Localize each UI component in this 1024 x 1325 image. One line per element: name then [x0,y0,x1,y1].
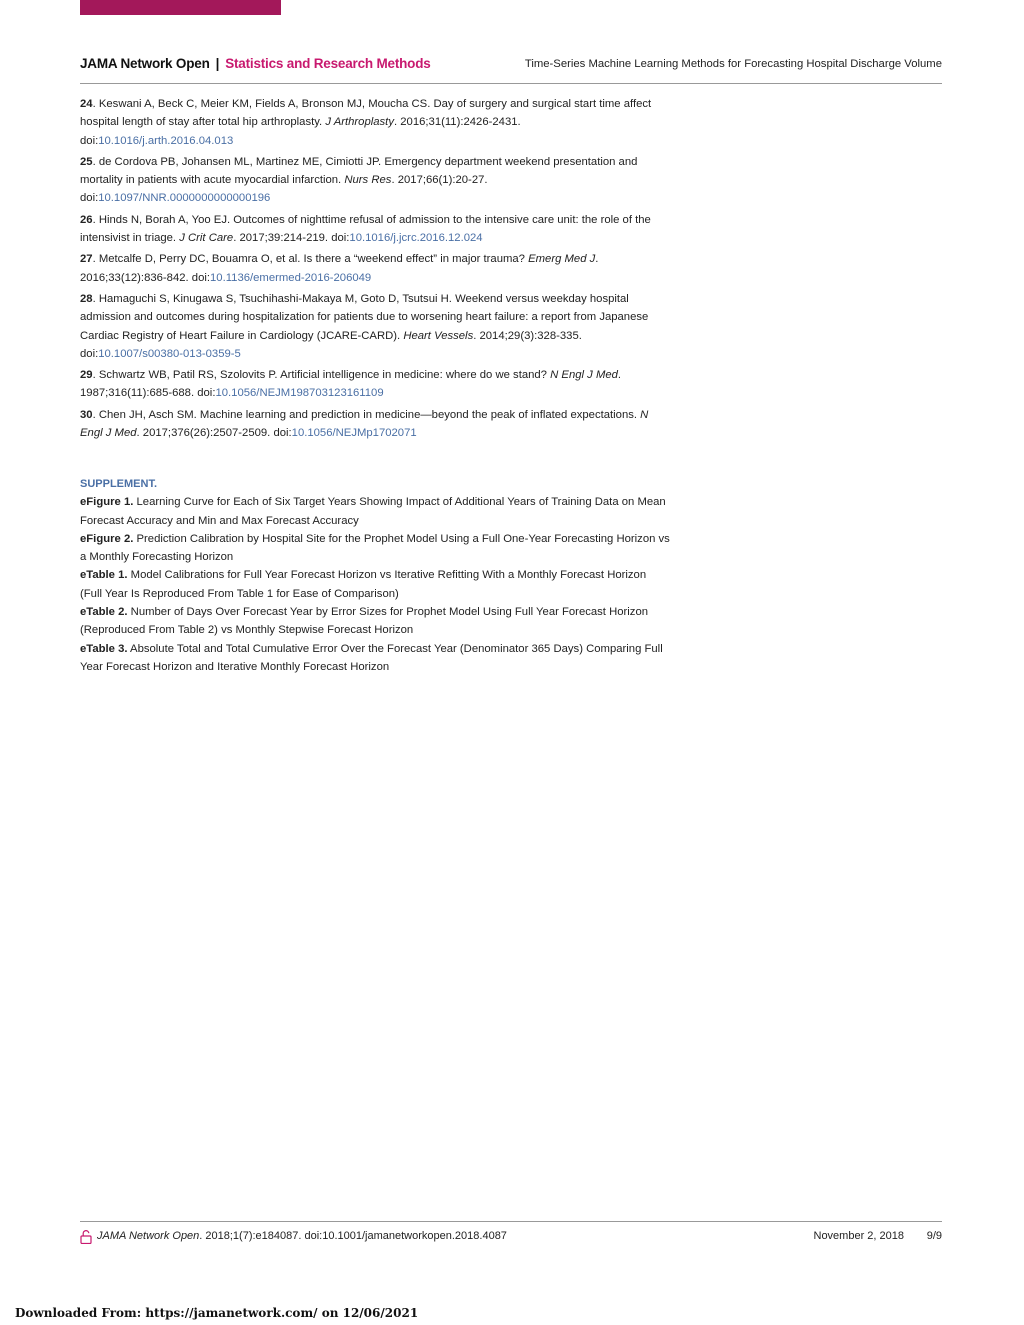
journal-header [80,56,431,71]
footer-journal: JAMA Network Open [97,1230,200,1242]
reference-text: . Schwartz WB, Patil RS, Szolovits P. Artificial intelligence in medicine: where do we stand? [92,369,551,382]
supplement-section [80,475,670,676]
page-number: 9/9 [926,1230,942,1242]
header-divider [80,83,942,84]
reference-number: 27 [80,253,93,266]
reference-journal: Nurs Res [344,174,392,187]
journal-name: JAMA Network Open [80,56,210,71]
reference-number: 25 [80,155,93,168]
doi-link[interactable]: 10.1016/j.arth.2016.04.013 [98,134,234,147]
reference-details: . 2017;376(26):2507-2509. doi: [136,427,292,440]
footer-divider [80,1221,942,1222]
supplement-heading: SUPPLEMENT. [80,478,158,490]
footer-citation [97,1230,507,1242]
supplement-item [80,566,670,603]
reference-item [80,366,670,403]
supplement-label: eTable 3. [80,642,128,655]
reference-list [80,95,670,445]
section-name[interactable]: Statistics and Research Methods [225,56,431,71]
supplement-description: Number of Days Over Forecast Year by Error Sizes for Prophet Model Using Full Year Forecast Horizon (Reproduced From Table 2) vs Monthly Stepwise Forecast Horizon [80,606,649,637]
supplement-label: eTable 1. [80,569,128,582]
running-title: Time-Series Machine Learning Methods for Forecasting Hospital Discharge Volume [524,58,942,70]
footer-doi-citation[interactable]: . 2018;1(7):e184087. doi:10.1001/jamanetworkopen.2018.4087 [199,1230,507,1242]
reference-text: . Hinds N, Borah A, Yoo EJ. Outcomes of nighttime refusal of admission to the intensive care unit: the role of the intensivist in triage. [80,213,651,245]
supplement-label: eFigure 1. [80,496,134,509]
page-header [80,56,942,76]
supplement-description: Absolute Total and Total Cumulative Error Over the Forecast Year (Denominator 365 Days) Comparing Full Year Forecast Horizon and Iterative Monthly Forecast Horizon [80,642,663,673]
supplement-label: eTable 2. [80,606,128,619]
reference-text: . Chen JH, Asch SM. Machine learning and prediction in medicine—beyond the peak of inflated expectations. [92,408,641,421]
doi-link[interactable]: 10.1056/NEJM198703123161109 [215,387,384,400]
reference-journal: N Engl J Med [80,408,649,440]
reference-text: . Hamaguchi S, Kinugawa S, Tsuchihashi-Makaya M, Goto D, Tsutsui H. Weekend versus weekday hospital admission and outcomes during hospitalization for patients due to worsening heart failure: a report from Japanese Cardiac Registry of Heart Failure in Cardiology (JCARE-CARD). [80,292,649,342]
reference-details: . 2017;39:214-219. doi: [233,232,350,245]
reference-number: 28 [80,292,93,305]
page-footer [80,1229,942,1247]
reference-number: 24 [80,98,93,110]
reference-item [80,250,670,287]
reference-number: 29 [80,369,93,382]
doi-link[interactable]: 10.1136/emermed-2016-206049 [210,271,372,284]
reference-number: 30 [80,408,93,421]
download-notice: Downloaded From: https://jamanetwork.com/ on 12/06/2021 [15,1306,419,1320]
reference-item [80,153,670,208]
reference-number: 26 [80,213,93,226]
brand-color-bar [80,0,281,15]
reference-text: . de Cordova PB, Johansen ML, Martinez ME, Cimiotti JP. Emergency department weekend presentation and mortality in patients with acute myocardial infarction. [80,155,638,187]
reference-details: . 1987;316(11):685-688. doi: [80,369,622,400]
reference-journal: Emerg Med J [528,253,596,266]
reference-text: . Keswani A, Beck C, Meier KM, Fields A, Bronson MJ, Moucha CS. Day of surgery and surgical start time affect hospital length of stay after total hip arthroplasty. [80,98,652,129]
supplement-label: eFigure 2. [80,532,134,545]
doi-link[interactable]: 10.1007/s00380-013-0359-5 [98,347,241,360]
supplement-item [80,530,670,567]
reference-item [80,211,670,248]
reference-journal: J Crit Care [179,232,234,245]
reference-journal: Heart Vessels [403,329,474,342]
doi-link[interactable]: 10.1097/NNR.0000000000000196 [98,192,271,205]
open-lock-icon [80,1230,92,1244]
reference-details: . 2014;29(3):328-335. doi: [80,329,582,360]
reference-journal: N Engl J Med [550,369,618,382]
reference-details: . 2016;33(12):836-842. doi: [80,253,599,284]
reference-details: . 2017;66(1):20-27. doi: [80,174,488,205]
supplement-description: Model Calibrations for Full Year Forecast Horizon vs Iterative Refitting With a Monthly Forecast Horizon (Full Year Is Reproduced From Table 1 for Ease of Comparison) [80,569,647,600]
reference-text: . Metcalfe D, Perry DC, Bouamra O, et al. Is there a “weekend effect” in major trauma? [92,253,529,266]
doi-link[interactable]: 10.1056/NEJMp1702071 [291,427,417,440]
reference-journal: J Arthroplasty [325,116,394,129]
reference-item [80,95,670,150]
supplement-description: Learning Curve for Each of Six Target Years Showing Impact of Additional Years of Training Data on Mean Forecast Accuracy and Min and Max Forecast Accuracy [80,496,666,527]
supplement-item [80,603,670,640]
supplement-item [80,493,670,530]
doi-link[interactable]: 10.1016/j.jcrc.2016.12.024 [349,232,483,245]
publication-date: November 2, 2018 [813,1230,904,1242]
reference-item [80,290,670,363]
header-separator: | [215,56,220,71]
supplement-item [80,640,670,677]
reference-details: . 2016;31(11):2426-2431. doi: [80,116,521,147]
reference-item [80,406,670,443]
supplement-description: Prediction Calibration by Hospital Site for the Prophet Model Using a Full One-Year Forecasting Horizon vs a Monthly Forecasting Horizon [80,532,670,564]
